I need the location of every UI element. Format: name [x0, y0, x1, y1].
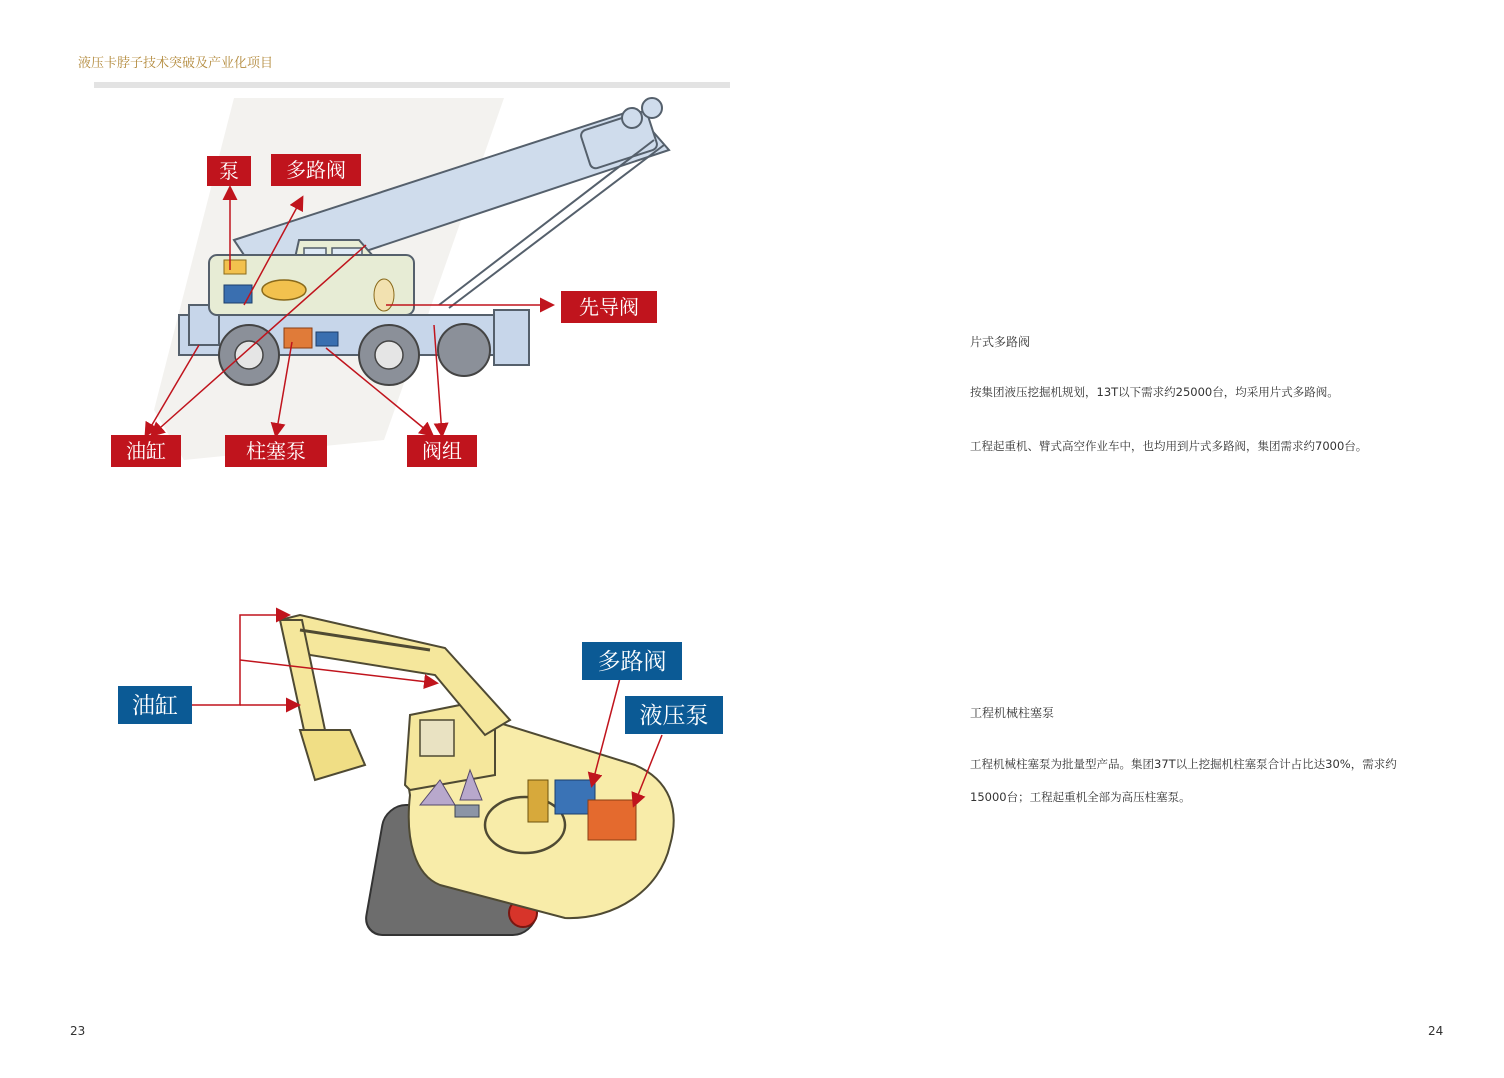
wheel-far [438, 324, 490, 376]
excavator-bucket [300, 730, 365, 780]
piston-pump-component [284, 328, 312, 348]
paragraph-multiway-2: 工程起重机、臂式高空作业车中，也均用到片式多路阀，集团需求约7000台。 [970, 439, 1368, 453]
label-excavator-multiway-valve-text: 多路阀 [597, 649, 667, 675]
filter-part [455, 805, 479, 817]
section-title-multiway-valve: 片式多路阀 [970, 335, 1031, 349]
valve-component [224, 285, 252, 303]
excavator-figure [110, 600, 730, 945]
label-excavator-multiway-valve [582, 642, 682, 680]
pump-component [224, 260, 246, 274]
label-piston-pump [225, 435, 327, 467]
boom-head [580, 110, 659, 170]
label-valve-group-text: 阀组 [422, 439, 462, 463]
swivel-joint [528, 780, 548, 822]
crane-figure [94, 80, 730, 480]
running-header: 液压卡脖子技术突破及产业化项目 [78, 56, 274, 71]
label-pilot-valve [561, 291, 657, 323]
label-excavator-cylinder [118, 686, 192, 724]
label-excavator-cylinder-text: 油缸 [132, 693, 178, 719]
crane-illustration [94, 80, 730, 480]
label-pilot-valve-text: 先导阀 [579, 295, 639, 319]
front-bumper [494, 310, 529, 365]
valve-group-component [316, 332, 338, 346]
tank-component [262, 280, 306, 300]
label-pump-text: 泵 [219, 159, 239, 183]
label-multiway-valve-text: 多路阀 [286, 158, 346, 182]
label-hydraulic-pump [625, 696, 723, 734]
page-number-right: 24 [1428, 1024, 1444, 1038]
label-hydraulic-pump-text: 液压泵 [639, 703, 709, 729]
label-multiway-valve [271, 154, 361, 186]
label-cylinder [111, 435, 181, 467]
sheave-2 [642, 98, 662, 118]
pilot-component [374, 279, 394, 311]
page-number-left: 23 [70, 1024, 86, 1038]
paragraph-multiway-1: 按集团液压挖掘机规划，13T以下需求约25000台，均采用片式多路阀。 [970, 385, 1339, 399]
paragraph-piston-pump: 工程机械柱塞泵为批量型产品。集团37T以上挖掘机柱塞泵合计占比达30%，需求约15000台；工程起重机全部为高压柱塞泵。 [970, 757, 1397, 804]
cab-window [420, 720, 454, 756]
sheave [622, 108, 642, 128]
label-piston-pump-text: 柱塞泵 [246, 439, 306, 463]
section-title-piston-pump: 工程机械柱塞泵 [970, 706, 1055, 720]
hydraulic-pump-component [588, 800, 636, 840]
label-valve-group [407, 435, 477, 467]
label-pump [207, 156, 251, 186]
figure-top-rule [94, 82, 730, 88]
label-cylinder-text: 油缸 [126, 439, 166, 463]
excavator-illustration [110, 600, 730, 945]
